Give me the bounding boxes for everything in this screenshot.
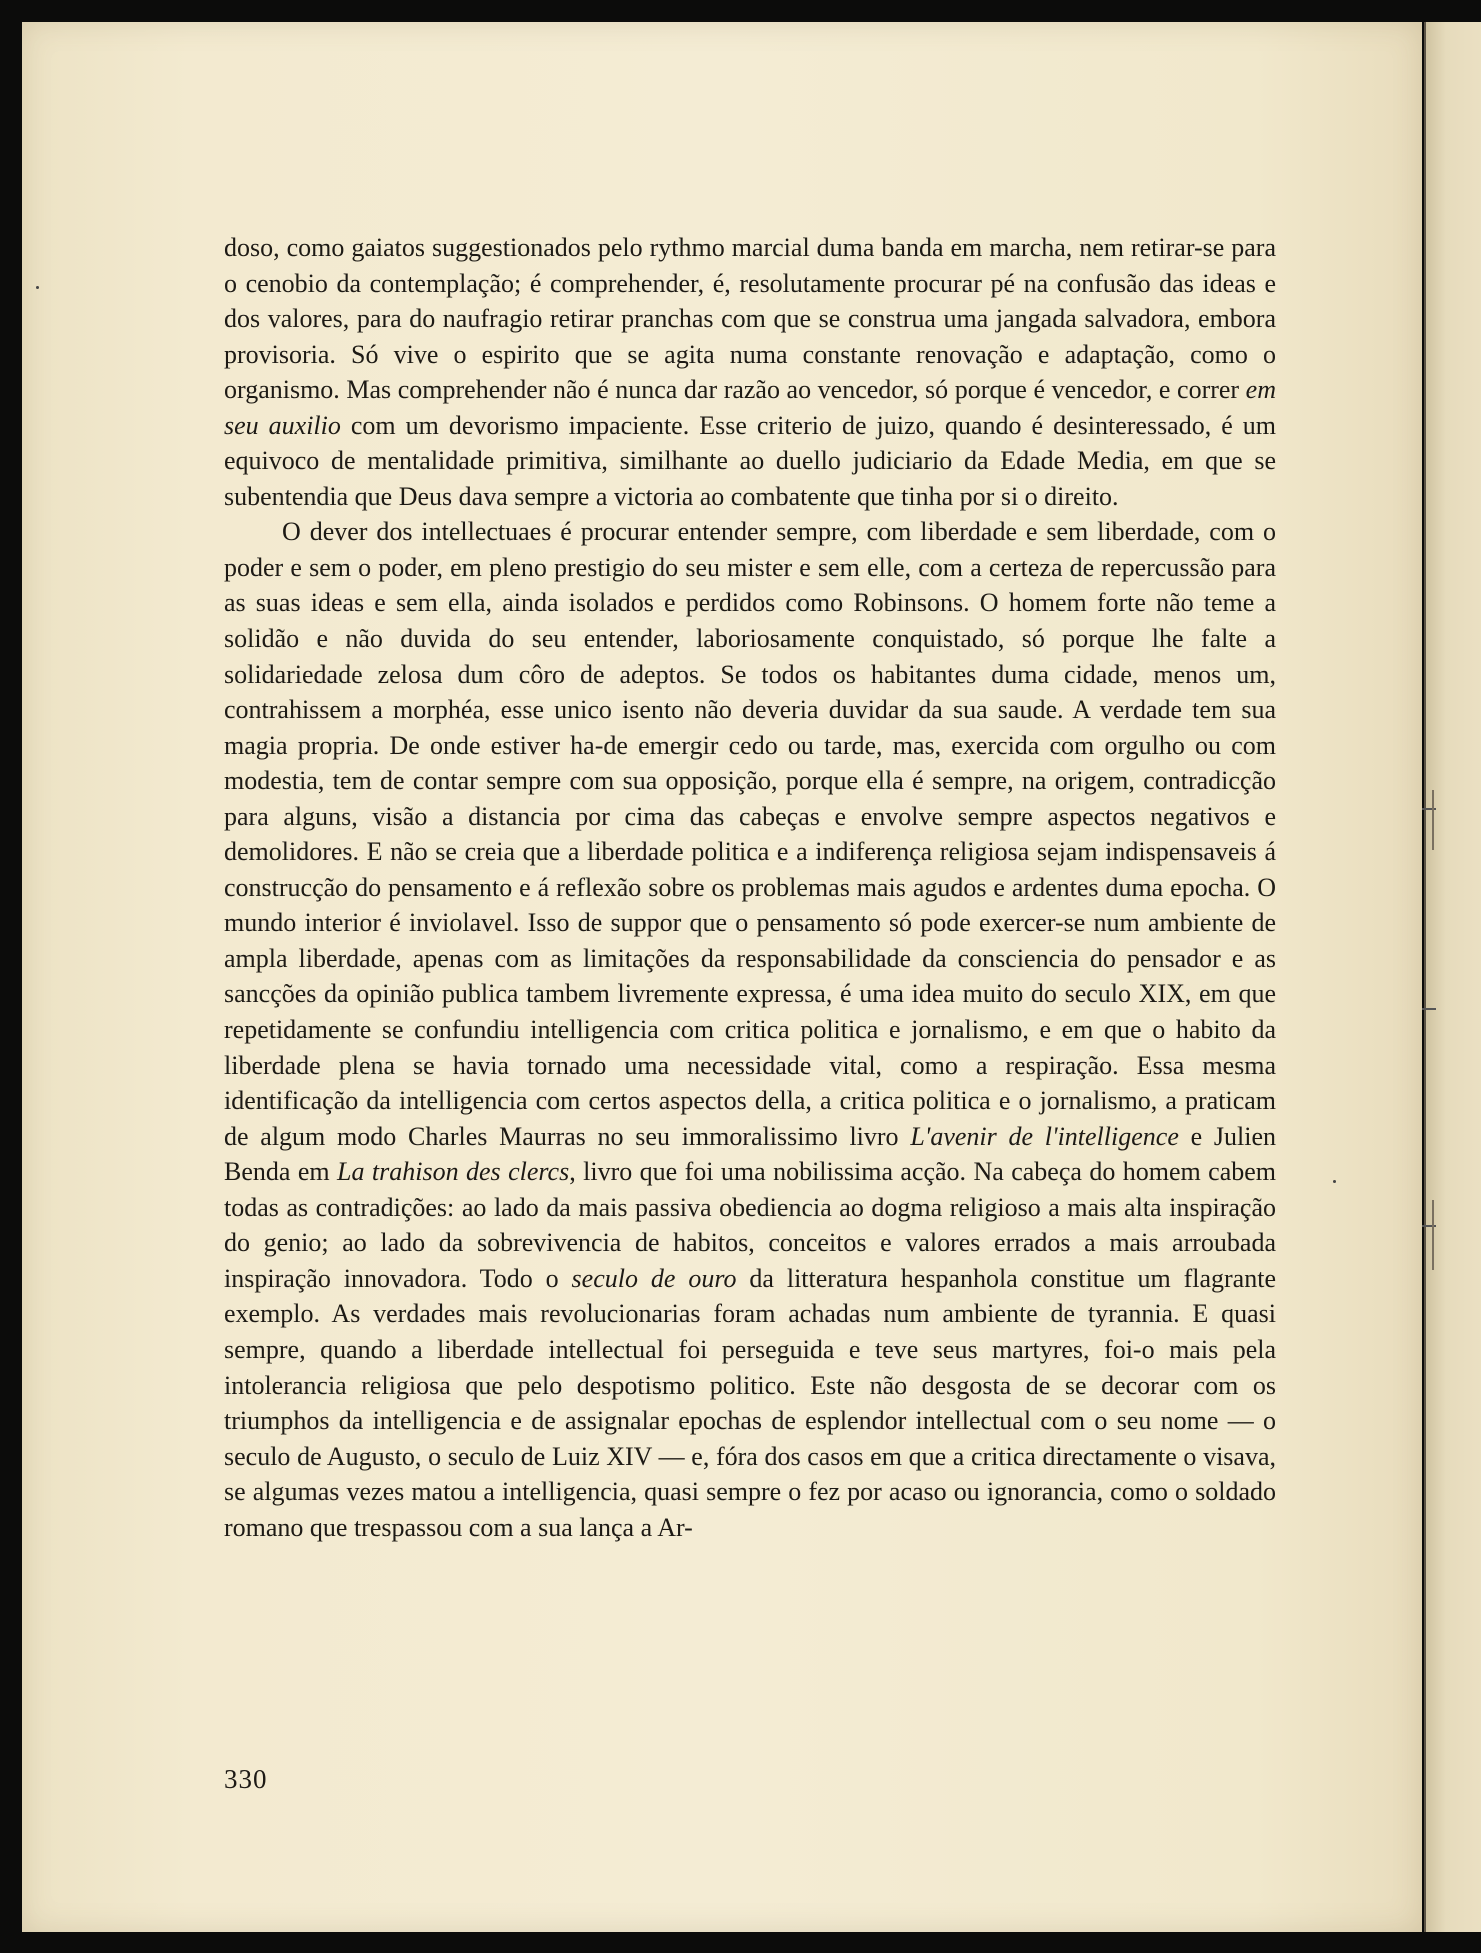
margin-mark (1432, 790, 1434, 850)
text-segment: da litteratura hespanhola constitue um flagrante exemplo. As verdades mais revolucionarias foram achadas num ambiente de tyrannia. E quasi sempre, quando a liberdade intellectual foi perseguida e teve seus martyres, foi-o mais pela intolerancia religiosa que pelo despotismo politico. Este não desgosta de se decorar com os triumphos da intelligencia e de assignalar epochas de esplendor intellectual com o seu nome — o seculo de Augusto, o seculo de Luiz XIV — e, fóra dos casos em que a critica directamente o visava, se algumas vezes matou a intelligencia, quasi sempre o fez por acaso ou ignorancia, como o soldado romano que trespassou com a sua lança a Ar- (224, 1263, 1276, 1542)
paragraph-1 (224, 230, 1276, 514)
italic-book-title: L'avenir de l'intelligence (910, 1121, 1179, 1151)
text-segment: , livro que foi uma nobilissima acção. Na cabeça do homem cabem todas as contradições: ao lado da mais passiva obediencia ao dogma religioso a mais alta inspiração do genio; ao lado da sobrevivencia de habitos, conceitos e valores errados a mais arroubada inspiração innovadora. Todo o (224, 1157, 1276, 1293)
italic-book-title: La trahison des clercs (337, 1157, 570, 1187)
speck (1333, 1180, 1336, 1183)
page-number: 330 (224, 1764, 268, 1794)
book-page (22, 22, 1422, 1932)
text-segment: doso, como gaiatos suggestionados pelo rythmo marcial duma banda em marcha, nem retirar-se para o cenobio da contemplação; é comprehender, é, resolutamente procurar pé na confusão das ideas e dos valores, para do naufragio retirar pranchas com que se construa uma jangada salvadora, embora provisoria. Só vive o espirito que se agita numa constante renovação e adaptação, como o organismo. Mas comprehender não é nunca dar razão ao vencedor, só porque é vencedor, e correr (224, 233, 1276, 405)
text-segment: e Julien Benda em (224, 1121, 1277, 1187)
adjacent-page-edge (1424, 22, 1481, 1932)
italic-segment: seculo de ouro (571, 1263, 737, 1293)
italic-segment: em seu auxilio (224, 375, 1276, 440)
paragraph-2 (224, 514, 1276, 1545)
margin-tick (1422, 1008, 1436, 1010)
text-segment: com um devorismo impaciente. Esse criterio de juizo, quando é desinteressado, é um equivoco de mentalidade primitiva, similhante ao duello judiciario da Edade Media, em que se subentendia que Deus dava sempre a victoria ao combatente que tinha por si o direito. (224, 410, 1277, 511)
speck (36, 286, 39, 289)
body-text (224, 230, 1276, 1545)
text-segment: O dever dos intellectuaes é procurar entender sempre, com liberdade e sem liberdade, com o poder e sem o poder, em pleno prestigio do seu mister e sem elle, com a certeza de repercussão para as suas ideas e sem ella, ainda isolados e perdidos como Robinsons. O homem forte não teme a solidão e não duvida do seu entender, laboriosamente conquistado, só porque lhe falte a solidariedade zelosa dum côro de adeptos. Se todos os habitantes duma cidade, menos um, contrahissem a morphéa, esse unico isento não deveria duvidar da sua saude. A verdade tem sua magia propria. De onde estiver ha-de emergir cedo ou tarde, mas, exercida com orgulho ou com modestia, tem de contar sempre com sua opposição, porque ella é sempre, na origem, contradicção para alguns, visão a distancia por cima das cabeças e envolve sempre aspectos negativos e demolidores. E não se creia que a liberdade politica e a indiferença religiosa sejam indispensaveis á construcção do pensamento e á reflexão sobre os problemas mais agudos e ardentes duma epocha. O mundo interior é inviolavel. Isso de suppor que o pensamento só pode exercer-se num ambiente de ampla liberdade, apenas com as limitações da responsabilidade da consciencia do pensador e as sancções da opinião publica tambem livremente expressa, é uma idea muito do seculo XIX, em que repetidamente se confundiu intelligencia com critica politica e jornalismo, e em que o habito da liberdade plena se havia tornado uma necessidade vital, como a respiração. Essa mesma identificação da intelligencia com certos aspectos della, a critica politica e o jornalismo, a praticam de algum modo Charles Maurras no seu immoralissimo livro (224, 517, 1276, 1151)
margin-mark (1432, 1200, 1434, 1270)
